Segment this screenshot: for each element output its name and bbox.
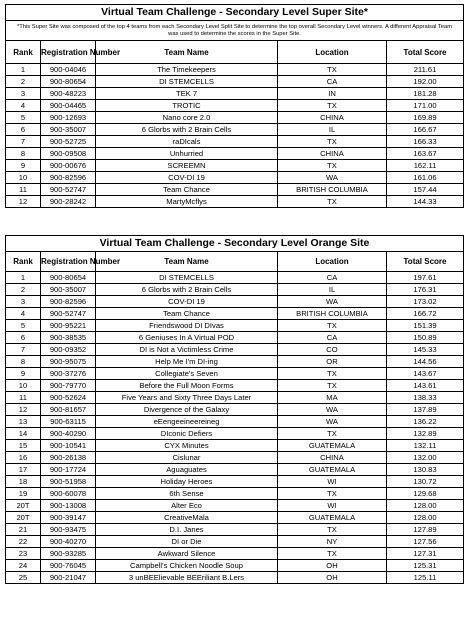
team-name-cell: The Timekeepers — [96, 64, 278, 76]
registration-cell: 900-60078 — [41, 488, 96, 500]
score-cell: 132.89 — [387, 428, 464, 440]
team-name-cell: 6 Glorbs with 2 Brain Cells — [96, 284, 278, 296]
column-header-rank: Rank — [6, 41, 41, 64]
team-name-cell: DI STEMCELLS — [96, 76, 278, 88]
score-cell: 151.39 — [387, 320, 464, 332]
score-cell: 125.11 — [387, 572, 464, 584]
team-name-cell: 6th Sense — [96, 488, 278, 500]
column-header-registration: Registration Number — [41, 41, 96, 64]
super-site-note: *This Super Site was composed of the top 4 teams from each Secondary Level Split Site to determine the top overall Secondary Level winners. A different Appraisal Team was used to determine the scores in the Super Site. — [6, 21, 464, 41]
table-row — [6, 100, 464, 112]
score-cell: 132.00 — [387, 452, 464, 464]
team-name-cell: CreativeMala — [96, 512, 278, 524]
team-name-cell: DI is Not a Victimless Crime — [96, 344, 278, 356]
score-cell: 150.89 — [387, 332, 464, 344]
table-row — [6, 112, 464, 124]
location-cell: TX — [278, 368, 387, 380]
table-row — [6, 296, 464, 308]
location-cell: CA — [278, 332, 387, 344]
registration-cell: 900-52747 — [41, 184, 96, 196]
rank-cell: 18 — [6, 476, 41, 488]
team-name-cell: DI or Die — [96, 536, 278, 548]
rank-cell: 21 — [6, 524, 41, 536]
rank-cell: 11 — [6, 392, 41, 404]
rank-cell: 1 — [6, 64, 41, 76]
score-cell: 144.56 — [387, 356, 464, 368]
score-cell: 127.56 — [387, 536, 464, 548]
team-name-cell: Unhurried — [96, 148, 278, 160]
score-cell: 163.67 — [387, 148, 464, 160]
table-row — [6, 88, 464, 100]
registration-cell: 900-10541 — [41, 440, 96, 452]
rank-cell: 3 — [6, 296, 41, 308]
rank-cell: 10 — [6, 380, 41, 392]
score-cell: 166.67 — [387, 124, 464, 136]
location-cell: TX — [278, 160, 387, 172]
location-cell: BRITISH COLUMBIA — [278, 184, 387, 196]
registration-cell: 900-04465 — [41, 100, 96, 112]
score-cell: 173.02 — [387, 296, 464, 308]
column-header-location: Location — [278, 252, 387, 272]
registration-cell: 900-28242 — [41, 196, 96, 208]
score-cell: 136.22 — [387, 416, 464, 428]
rank-cell: 2 — [6, 76, 41, 88]
score-cell: 125.31 — [387, 560, 464, 572]
table-row — [6, 356, 464, 368]
registration-cell: 900-35007 — [41, 284, 96, 296]
score-cell: 197.61 — [387, 272, 464, 284]
registration-cell: 900-52725 — [41, 136, 96, 148]
score-cell: 132.11 — [387, 440, 464, 452]
score-cell: 145.33 — [387, 344, 464, 356]
table-row — [6, 184, 464, 196]
table-header — [6, 41, 464, 64]
location-cell: WI — [278, 476, 387, 488]
super-site-table — [5, 4, 464, 208]
location-cell: GUATEMALA — [278, 464, 387, 476]
column-header-rank: Rank — [6, 252, 41, 272]
table-header — [6, 252, 464, 272]
table-row — [6, 392, 464, 404]
registration-cell: 900-12693 — [41, 112, 96, 124]
location-cell: GUATEMALA — [278, 512, 387, 524]
team-name-cell: raDIcals — [96, 136, 278, 148]
table-row — [6, 148, 464, 160]
registration-cell: 900-52747 — [41, 308, 96, 320]
table-row — [6, 560, 464, 572]
registration-cell: 900-63115 — [41, 416, 96, 428]
score-cell: 138.33 — [387, 392, 464, 404]
registration-cell: 900-80654 — [41, 272, 96, 284]
team-name-cell: TROTIC — [96, 100, 278, 112]
rank-cell: 12 — [6, 404, 41, 416]
table-row — [6, 196, 464, 208]
table-row — [6, 428, 464, 440]
location-cell: WA — [278, 172, 387, 184]
table-row — [6, 500, 464, 512]
location-cell: IL — [278, 284, 387, 296]
score-cell: 128.00 — [387, 512, 464, 524]
column-header-team: Team Name — [96, 252, 278, 272]
rank-cell: 19 — [6, 488, 41, 500]
table-row — [6, 172, 464, 184]
registration-cell: 900-09352 — [41, 344, 96, 356]
rank-cell: 9 — [6, 368, 41, 380]
registration-cell: 900-48223 — [41, 88, 96, 100]
score-cell: 130.72 — [387, 476, 464, 488]
team-name-cell: Cislunar — [96, 452, 278, 464]
location-cell: WA — [278, 416, 387, 428]
registration-cell: 900-52624 — [41, 392, 96, 404]
team-name-cell: eEengeeineereineg — [96, 416, 278, 428]
orange-site-rows — [6, 272, 464, 584]
table-row — [6, 124, 464, 136]
table-row — [6, 572, 464, 584]
team-name-cell: Help Me I'm DI-ing — [96, 356, 278, 368]
rank-cell: 8 — [6, 356, 41, 368]
rank-cell: 7 — [6, 136, 41, 148]
table-row — [6, 548, 464, 560]
table-row — [6, 344, 464, 356]
table-row — [6, 452, 464, 464]
location-cell: WI — [278, 500, 387, 512]
location-cell: IN — [278, 88, 387, 100]
team-name-cell: Friendswood DI DIvas — [96, 320, 278, 332]
location-cell: BRITISH COLUMBIA — [278, 308, 387, 320]
location-cell: TX — [278, 136, 387, 148]
registration-cell: 900-39147 — [41, 512, 96, 524]
rank-cell: 25 — [6, 572, 41, 584]
team-name-cell: TEK 7 — [96, 88, 278, 100]
team-name-cell: 3 unBEElievable BEEriliant B.Lers — [96, 572, 278, 584]
rank-cell: 16 — [6, 452, 41, 464]
registration-cell: 900-09508 — [41, 148, 96, 160]
score-cell: 161.06 — [387, 172, 464, 184]
rank-cell: 17 — [6, 464, 41, 476]
table-row — [6, 536, 464, 548]
table-row — [6, 76, 464, 88]
table-row — [6, 476, 464, 488]
team-name-cell: COV-DI 19 — [96, 296, 278, 308]
location-cell: CHINA — [278, 452, 387, 464]
score-cell: 162.11 — [387, 160, 464, 172]
column-header-registration: Registration Number — [41, 252, 96, 272]
team-name-cell: DI STEMCELLS — [96, 272, 278, 284]
rank-cell: 23 — [6, 548, 41, 560]
table-row — [6, 464, 464, 476]
location-cell: TX — [278, 100, 387, 112]
location-cell: WA — [278, 404, 387, 416]
rank-cell: 12 — [6, 196, 41, 208]
team-name-cell: Aguaguates — [96, 464, 278, 476]
rank-cell: 14 — [6, 428, 41, 440]
rank-cell: 4 — [6, 308, 41, 320]
location-cell: IL — [278, 124, 387, 136]
table-row — [6, 380, 464, 392]
rank-cell: 13 — [6, 416, 41, 428]
team-name-cell: 6 Geniuses In A Virtual POD — [96, 332, 278, 344]
team-name-cell: Collegiate's Seven — [96, 368, 278, 380]
table-row — [6, 136, 464, 148]
table-row — [6, 524, 464, 536]
rank-cell: 10 — [6, 172, 41, 184]
table-row — [6, 488, 464, 500]
location-cell: TX — [278, 196, 387, 208]
rank-cell: 22 — [6, 536, 41, 548]
registration-cell: 900-95075 — [41, 356, 96, 368]
rank-cell: 1 — [6, 272, 41, 284]
registration-cell: 900-93475 — [41, 524, 96, 536]
orange-site-table — [5, 235, 464, 584]
team-name-cell: Holiday Heroes — [96, 476, 278, 488]
location-cell: TX — [278, 524, 387, 536]
location-cell: CHINA — [278, 112, 387, 124]
location-cell: TX — [278, 428, 387, 440]
registration-cell: 900-82596 — [41, 296, 96, 308]
table-row — [6, 416, 464, 428]
score-cell: 176.31 — [387, 284, 464, 296]
location-cell: OR — [278, 356, 387, 368]
score-cell: 127.31 — [387, 548, 464, 560]
score-cell: 129.68 — [387, 488, 464, 500]
location-cell: OH — [278, 572, 387, 584]
table-row — [6, 160, 464, 172]
column-header-score: Total Score — [387, 41, 464, 64]
location-cell: NY — [278, 536, 387, 548]
registration-cell: 900-21047 — [41, 572, 96, 584]
column-header-team: Team Name — [96, 41, 278, 64]
team-name-cell: DIconic Defiers — [96, 428, 278, 440]
table-row — [6, 332, 464, 344]
registration-cell: 900-95221 — [41, 320, 96, 332]
score-cell: 211.61 — [387, 64, 464, 76]
rank-cell: 5 — [6, 112, 41, 124]
registration-cell: 900-37276 — [41, 368, 96, 380]
score-cell: 169.89 — [387, 112, 464, 124]
location-cell: WA — [278, 296, 387, 308]
location-cell: CO — [278, 344, 387, 356]
registration-cell: 900-04046 — [41, 64, 96, 76]
registration-cell: 900-82596 — [41, 172, 96, 184]
team-name-cell: MartyMcflys — [96, 196, 278, 208]
score-cell: 192.00 — [387, 76, 464, 88]
table-row — [6, 308, 464, 320]
team-name-cell: Alter Eco — [96, 500, 278, 512]
rank-cell: 15 — [6, 440, 41, 452]
orange-site-title: Virtual Team Challenge - Secondary Level Orange Site — [6, 236, 464, 252]
rank-cell: 5 — [6, 320, 41, 332]
rank-cell: 9 — [6, 160, 41, 172]
rank-cell: 7 — [6, 344, 41, 356]
location-cell: TX — [278, 548, 387, 560]
registration-cell: 900-79770 — [41, 380, 96, 392]
column-header-location: Location — [278, 41, 387, 64]
location-cell: CHINA — [278, 148, 387, 160]
team-name-cell: SCREEMN — [96, 160, 278, 172]
registration-cell: 900-00676 — [41, 160, 96, 172]
location-cell: TX — [278, 380, 387, 392]
score-cell: 130.83 — [387, 464, 464, 476]
team-name-cell: Team Chance — [96, 184, 278, 196]
table-row — [6, 368, 464, 380]
score-cell: 181.28 — [387, 88, 464, 100]
team-name-cell: Campbell's Chicken Noodle Soup — [96, 560, 278, 572]
table-row — [6, 512, 464, 524]
rank-cell: 11 — [6, 184, 41, 196]
table-row — [6, 320, 464, 332]
rank-cell: 6 — [6, 332, 41, 344]
rank-cell: 3 — [6, 88, 41, 100]
table-row — [6, 284, 464, 296]
table-row — [6, 440, 464, 452]
location-cell: TX — [278, 320, 387, 332]
location-cell: GUATEMALA — [278, 440, 387, 452]
registration-cell: 900-38535 — [41, 332, 96, 344]
team-name-cell: Divergence of the Galaxy — [96, 404, 278, 416]
score-cell: 143.67 — [387, 368, 464, 380]
score-cell: 166.72 — [387, 308, 464, 320]
team-name-cell: COV-DI 19 — [96, 172, 278, 184]
team-name-cell: D.I. Janes — [96, 524, 278, 536]
location-cell: MA — [278, 392, 387, 404]
score-cell: 166.33 — [387, 136, 464, 148]
registration-cell: 900-26138 — [41, 452, 96, 464]
score-cell: 157.44 — [387, 184, 464, 196]
rank-cell: 2 — [6, 284, 41, 296]
registration-cell: 900-76045 — [41, 560, 96, 572]
table-row — [6, 64, 464, 76]
table-row — [6, 404, 464, 416]
team-name-cell: Before the Full Moon Forms — [96, 380, 278, 392]
super-site-title: Virtual Team Challenge - Secondary Level Super Site* — [6, 5, 464, 21]
team-name-cell: Nano core 2.0 — [96, 112, 278, 124]
column-header-score: Total Score — [387, 252, 464, 272]
registration-cell: 900-35007 — [41, 124, 96, 136]
team-name-cell: Five Years and Sixty Three Days Later — [96, 392, 278, 404]
super-site-rows — [6, 64, 464, 208]
rank-cell: 20T — [6, 500, 41, 512]
rank-cell: 20T — [6, 512, 41, 524]
score-cell: 128.00 — [387, 500, 464, 512]
location-cell: TX — [278, 488, 387, 500]
registration-cell: 900-81657 — [41, 404, 96, 416]
registration-cell: 900-17724 — [41, 464, 96, 476]
rank-cell: 6 — [6, 124, 41, 136]
team-name-cell: 6 Glorbs with 2 Brain Cells — [96, 124, 278, 136]
location-cell: CA — [278, 76, 387, 88]
score-cell: 144.33 — [387, 196, 464, 208]
table-row — [6, 272, 464, 284]
registration-cell: 900-40270 — [41, 536, 96, 548]
registration-cell: 900-40290 — [41, 428, 96, 440]
team-name-cell: Team Chance — [96, 308, 278, 320]
location-cell: CA — [278, 272, 387, 284]
registration-cell: 900-13008 — [41, 500, 96, 512]
location-cell: OH — [278, 560, 387, 572]
team-name-cell: Awkward Silence — [96, 548, 278, 560]
registration-cell: 900-80654 — [41, 76, 96, 88]
rank-cell: 4 — [6, 100, 41, 112]
registration-cell: 900-51958 — [41, 476, 96, 488]
score-cell: 143.61 — [387, 380, 464, 392]
rank-cell: 24 — [6, 560, 41, 572]
score-cell: 171.00 — [387, 100, 464, 112]
location-cell: TX — [278, 64, 387, 76]
registration-cell: 900-93285 — [41, 548, 96, 560]
team-name-cell: CYX Minutes — [96, 440, 278, 452]
score-cell: 137.89 — [387, 404, 464, 416]
score-cell: 127.89 — [387, 524, 464, 536]
rank-cell: 8 — [6, 148, 41, 160]
